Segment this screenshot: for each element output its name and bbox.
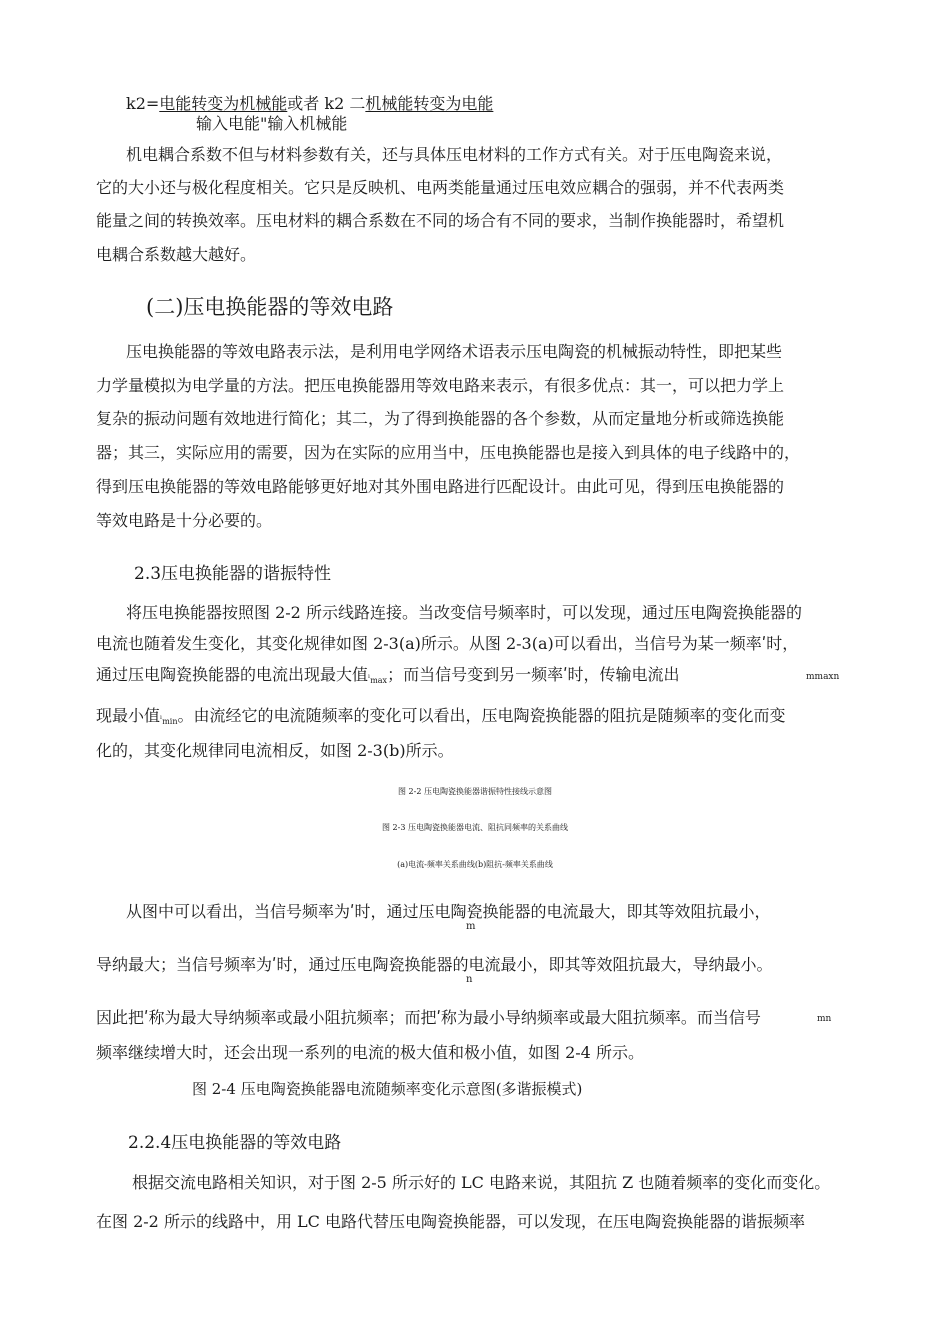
para1-line-4: 电耦合系数越大越好。 <box>96 245 257 264</box>
caption-fig-2-3: 图 2-3 压电陶瓷换能器电流、阻抗同频率的关系曲线 <box>382 823 568 832</box>
para2-line-6: 等效电路是十分必要的。 <box>96 511 273 530</box>
para4-line-2: 导纳最大；当信号频率为ʹ时，通过压电陶瓷换能器的电流最小，即其等效阻抗最大，导纳最小。 <box>96 955 773 974</box>
para1-line-2: 它的大小还与极化程度相关。它只是反映机、电两类能量通过压电效应耦合的强弱，并不代表两类 <box>96 178 785 197</box>
para2-line-5: 得到压电换能器的等效电路能够更好地对其外围电路进行匹配设计。由此可见，得到压电换能器的 <box>96 477 785 496</box>
para5-line-1: 根据交流电路相关知识，对于图 2-5 所示好的 LC 电路来说，其阻抗 Z 也随着频率的变化而变化。 <box>132 1173 831 1192</box>
subscript-min: min <box>162 717 178 726</box>
para3-line-5: 化的，其变化规律同电流相反，如图 2-3(b)所示。 <box>96 741 454 760</box>
para1-line-3: 能量之间的转换效率。压电材料的耦合系数在不同的场合有不同的要求，当制作换能器时，希望机 <box>96 211 785 230</box>
para2-line-1: 压电换能器的等效电路表示法，是利用电学网络术语表示压电陶瓷的机械振动特性，即把某些 <box>126 342 783 361</box>
para2-line-3: 复杂的振动问题有效地进行简化；其二，为了得到换能器的各个参数，从而定量地分析或筛选换能 <box>96 409 785 428</box>
formula-numerator-2: 机械能转变为电能 <box>365 94 494 113</box>
para2-line-2: 力学量模拟为电学量的方法。把压电换能器用等效电路来表示，有很多优点：其一，可以把力学上 <box>96 376 785 395</box>
formula-k2-label: k2= <box>126 94 160 113</box>
heading-2-3: 2.3压电换能器的谐振特性 <box>134 564 332 584</box>
para5-line-2: 在图 2-2 所示的线路中，用 LC 电路代替压电陶瓷换能器，可以发现，在压电陶瓷换能器的谐振频率 <box>96 1212 805 1231</box>
para1-line-1: 机电耦合系数不但与材料参数有关，还与具体压电材料的工作方式有关。对于压电陶瓷来说， <box>126 145 783 164</box>
formula-line-2: 输入电能"输入机械能 <box>196 114 348 133</box>
heading-2-2-4: 2.2.4压电换能器的等效电路 <box>128 1133 342 1153</box>
para3-tail-subscripts: mmaxn <box>806 672 840 682</box>
current-symbol: ˡ <box>368 674 371 684</box>
para4-tail-subscripts: mn <box>817 1014 832 1024</box>
para3-line-3: 通过压电陶瓷换能器的电流出现最大值ˡmax；而当信号变到另一频率ʹ时，传输电流出 <box>96 665 680 685</box>
formula-line-1 <box>126 94 493 114</box>
formula-numerator-1: 电能转变为机械能 <box>159 94 288 113</box>
para4-line-1: 从图中可以看出，当信号频率为ʹ时，通过压电陶瓷换能器的电流最大，即其等效阻抗最小， <box>126 902 771 921</box>
para3-line-1: 将压电换能器按照图 2-2 所示线路连接。当改变信号频率时，可以发现，通过压电陶瓷换能器的 <box>126 603 802 622</box>
para3-line-4: 现最小值ˡmin。由流经它的电流随频率的变化可以看出，压电陶瓷换能器的阻抗是随频率的变化而变 <box>96 706 786 726</box>
para4-line-4: 频率继续增大时，还会出现一系列的电流的极大值和极小值，如图 2-4 所示。 <box>96 1043 644 1062</box>
para2-line-4: 器；其三，实际应用的需要，因为在实际的应用当中，压电换能器也是接入到具体的电子线路中的， <box>96 443 801 462</box>
para4-sub-n: n <box>466 974 473 985</box>
para3-line-2: 电流也随着发生变化，其变化规律如图 2-3(a)所示。从图 2-3(a)可以看出，当信号为某一频率ʹ时， <box>96 634 799 653</box>
current-symbol-min: ˡ <box>160 715 163 725</box>
para4-line-3: 因此把ʹ称为最大导纳频率或最小阻抗频率；而把ʹ称为最小导纳频率或最大阻抗频率。而当信号 <box>96 1008 761 1027</box>
caption-fig-2-4: 图 2-4 压电陶瓷换能器电流随频率变化示意图(多谐振模式) <box>192 1080 583 1098</box>
para4-sub-m: m <box>466 921 476 932</box>
formula-or: 或者 k2 二 <box>287 94 366 113</box>
subscript-max: max <box>370 676 388 685</box>
caption-fig-2-2: 图 2-2 压电陶瓷换能器谐振特性接线示意图 <box>398 787 552 796</box>
caption-fig-2-3-sub: (a)电流-频率关系曲线(b)阻抗-频率关系曲线 <box>397 860 553 869</box>
heading-equivalent-circuit: (二)压电换能器的等效电路 <box>146 295 394 319</box>
